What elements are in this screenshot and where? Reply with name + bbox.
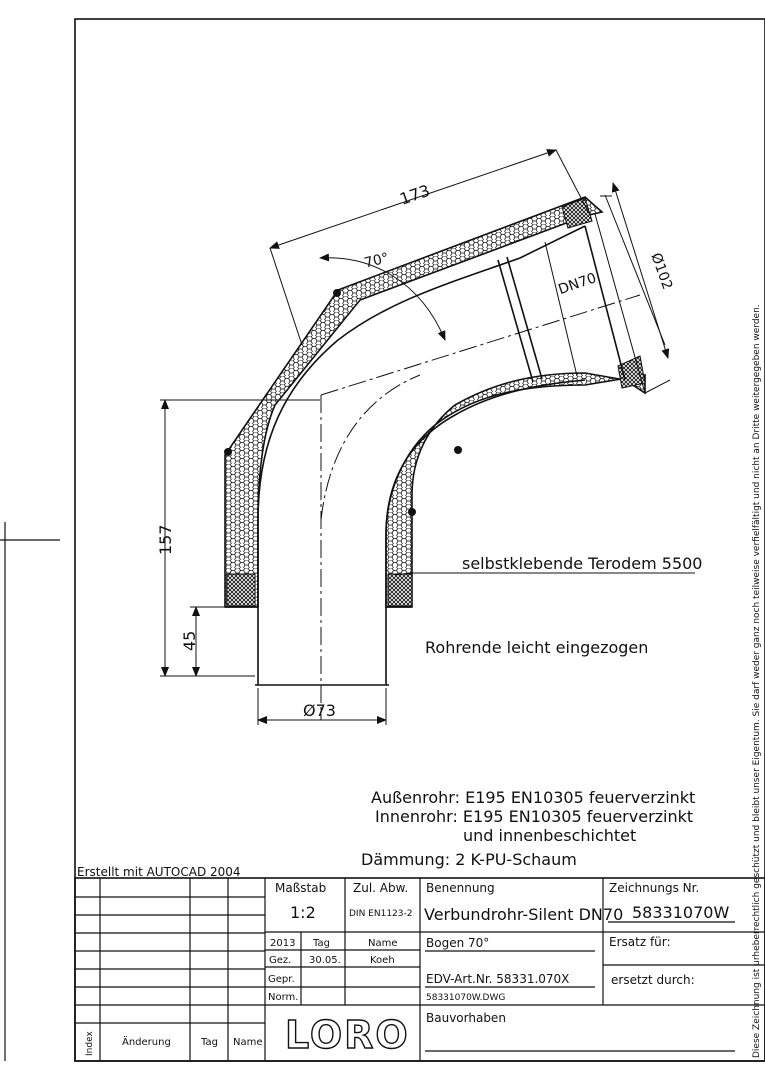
gepr-label: Gepr. <box>268 974 295 985</box>
benennung-label: Benennung <box>426 881 495 895</box>
insulation-spec: Dämmung: 2 K-PU-Schaum <box>361 850 577 869</box>
inner-pipe-spec-cont: und innenbeschichtet <box>463 826 637 845</box>
gez-name: Koeh <box>370 955 395 966</box>
benennung-value: Verbundrohr-Silent DN70 <box>424 905 624 924</box>
insulation-outer-band <box>225 197 602 607</box>
dim-length-label: 173 <box>397 180 433 209</box>
name-header: Name <box>368 938 398 949</box>
gez-label: Gez. <box>269 955 292 966</box>
edv-art-nr: EDV-Art.Nr. 58331.070X <box>426 972 570 986</box>
bogen-label: Bogen 70° <box>426 936 490 950</box>
tag-header: Tag <box>313 938 330 949</box>
dim-end-dia-label: Ø73 <box>303 701 336 720</box>
zeichnungs-nr-label: Zeichnungs Nr. <box>609 881 700 895</box>
pipe-end-note: Rohrende leicht eingezogen <box>425 638 649 657</box>
revision-name-header: Name <box>233 1037 263 1048</box>
zeichnungs-nr-value: 58331070W <box>632 903 730 922</box>
end-seal-left <box>227 574 255 606</box>
dim-height-label: 157 <box>156 524 175 555</box>
massstab-value: 1:2 <box>290 903 316 922</box>
material-notes <box>361 788 695 869</box>
ersatz-fuer-label: Ersatz für: <box>609 935 671 949</box>
loro-logo: LORO <box>285 1013 410 1057</box>
inner-pipe-spec: Innenrohr: E195 EN10305 feuerverzinkt <box>375 807 694 826</box>
ersetzt-durch-label: ersetzt durch: <box>611 973 695 987</box>
dim-angle-label: 70° <box>362 250 391 272</box>
dim-dn-label: DN70 <box>556 270 599 299</box>
gez-date: 30.05. <box>309 955 341 966</box>
dwg-filename: 58331070W.DWG <box>426 993 506 1003</box>
end-seal-top-lower <box>618 356 645 388</box>
norm-label: Norm. <box>268 992 299 1003</box>
end-seal-right <box>388 574 412 606</box>
copyright-side-note: Diese Zeichnung ist urheberrechtlich geschützt und bleibt unser Eigentum. Sie darf weder ganz noch teilweise verfielfältigt und nicht an Dritte weitergegeben werden. <box>752 304 762 1058</box>
year: 2013 <box>270 938 296 949</box>
dim-stub-label: 45 <box>180 630 199 651</box>
massstab-label: Maßstab <box>275 881 327 895</box>
zul-abw-label: Zul. Abw. <box>353 881 409 895</box>
tape-label: selbstklebende Terodem 5500 <box>462 554 703 573</box>
bauvorhaben-label: Bauvorhaben <box>426 1011 506 1025</box>
revision-tag-header: Tag <box>201 1037 218 1048</box>
dim-outer-dia-label: Ø102 <box>647 250 676 292</box>
aenderung-header: Änderung <box>122 1037 171 1048</box>
zul-abw-value: DIN EN1123-2 <box>349 909 413 919</box>
cad-note: Erstellt mit AUTOCAD 2004 <box>77 865 241 879</box>
index-header: Index <box>85 1031 95 1056</box>
outer-pipe-spec: Außenrohr: E195 EN10305 feuerverzinkt <box>371 788 696 807</box>
